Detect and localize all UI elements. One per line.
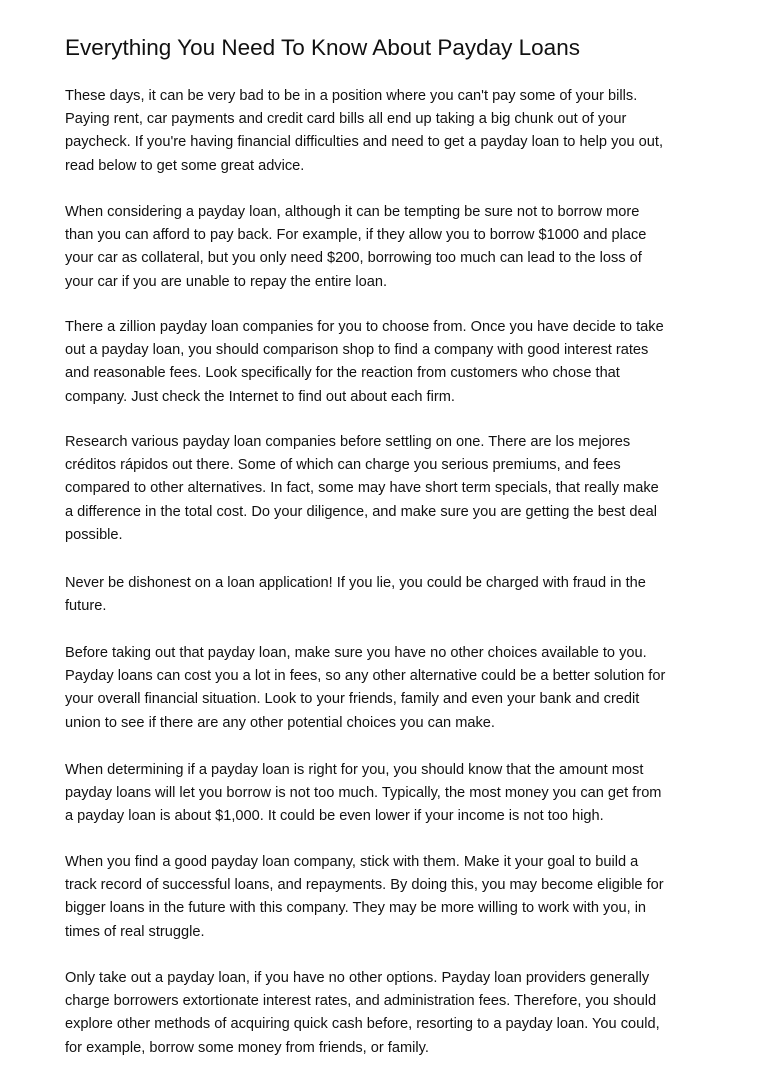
- paragraph-line: Paying rent, car payments and credit card bills all end up taking a big chunk out of your: [65, 111, 627, 128]
- paragraph-line: out a payday loan, you should comparison shop to find a company with good interest rates: [65, 342, 649, 359]
- paragraph-line: When you find a good payday loan company, stick with them. Make it your goal to build a: [65, 854, 639, 870]
- paragraph-line: explore other methods of acquiring quick cash before, resorting to a payday loan. You could,: [65, 1016, 660, 1033]
- paragraph-line: times of real struggle.: [65, 923, 205, 940]
- paragraph-1: [65, 85, 663, 178]
- paragraph-line: future.: [65, 598, 107, 615]
- paragraph-4: [65, 431, 659, 547]
- paragraph-line: bigger loans in the future with this company. They may be more willing to work with you, in: [65, 900, 647, 917]
- paragraph-line: a payday loan is about $1,000. It could be even lower if your income is not too high.: [65, 808, 604, 825]
- paragraph-line: union to see if there are any other potential choices you can make.: [65, 714, 495, 731]
- page-title: Everything You Need To Know About Payday Loans: [65, 35, 580, 60]
- paragraph-line: company. Just check the Internet to find out about each firm.: [65, 388, 455, 405]
- paragraph-line: Only take out a payday loan, if you have no other options. Payday loan providers generally: [65, 970, 650, 986]
- paragraph-line: When determining if a payday loan is right for you, you should know that the amount most: [65, 762, 644, 778]
- paragraph-9: [65, 967, 660, 1060]
- paragraph-line: compared to other alternatives. In fact, some may have short term specials, that really make: [65, 480, 659, 497]
- paragraph-line: Before taking out that payday loan, make sure you have no other choices available to you.: [65, 645, 647, 661]
- paragraph-5: [65, 572, 646, 618]
- paragraph-line: track record of successful loans, and repayments. By doing this, you may become eligible for: [65, 877, 664, 894]
- paragraph-line: for example, borrow some money from friends, or family.: [65, 1039, 429, 1056]
- paragraph-line: possible.: [65, 526, 123, 543]
- paragraph-2: [65, 201, 646, 294]
- paragraph-line: Research various payday loan companies before settling on one. There are los mejores: [65, 434, 631, 450]
- paragraph-line: your overall financial situation. Look to your friends, family and even your bank and credit: [65, 691, 640, 708]
- paragraph-line: your car as collateral, but you only need $200, borrowing too much can lead to the loss of: [65, 250, 642, 267]
- paragraph-line: payday loans will let you borrow is not too much. Typically, the most money you can get from: [65, 785, 662, 802]
- paragraph-line: paycheck. If you're having financial difficulties and need to get a payday loan to help you out,: [65, 134, 664, 151]
- paragraph-line: read below to get some great advice.: [65, 157, 305, 174]
- paragraph-line: There a zillion payday loan companies for you to choose from. Once you have decide to take: [65, 319, 664, 335]
- paragraph-line: Payday loans can cost you a lot in fees, so any other alternative could be a better solution for: [65, 668, 666, 685]
- paragraph-line: charge borrowers extortionate interest rates, and administration fees. Therefore, you should: [65, 993, 657, 1010]
- paragraph-line: These days, it can be very bad to be in a position where you can't pay some of your bills.: [65, 88, 638, 104]
- paragraph-line: a difference in the total cost. Do your diligence, and make sure you are getting the best deal: [65, 503, 657, 520]
- paragraph-3: [65, 316, 664, 409]
- paragraph-line: your car if you are unable to repay the entire loan.: [65, 273, 388, 290]
- paragraph-line: créditos rápidos out there. Some of which can charge you serious premiums, and fees: [65, 457, 621, 474]
- paragraph-line: and reasonable fees. Look specifically for the reaction from customers who chose that: [65, 365, 620, 382]
- paragraph-6: [65, 642, 665, 735]
- paragraph-8: [65, 851, 664, 944]
- paragraph-7: [65, 759, 661, 829]
- paragraph-line: When considering a payday loan, although it can be tempting be sure not to borrow more: [65, 204, 640, 220]
- paragraph-line: Never be dishonest on a loan application! If you lie, you could be charged with fraud in the: [65, 575, 646, 591]
- paragraph-line: than you can afford to pay back. For example, if they allow you to borrow $1000 and place: [65, 227, 647, 244]
